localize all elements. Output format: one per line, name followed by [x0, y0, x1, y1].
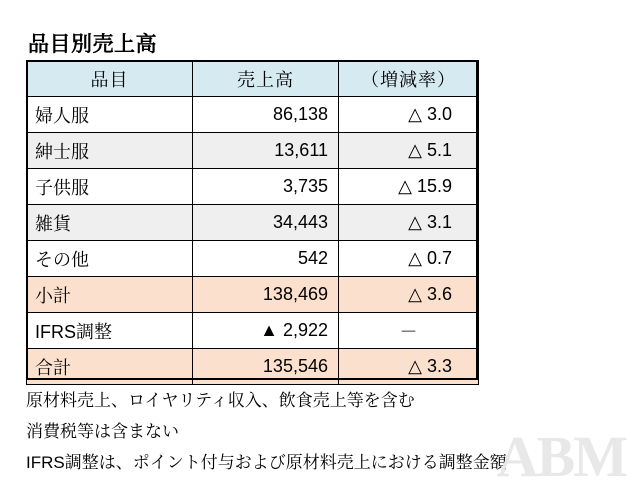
cell-sales: 135,546: [193, 349, 339, 385]
cell-item: その他: [27, 241, 193, 277]
page-title: 品目別売上高: [28, 33, 157, 56]
cell-rate: △ 3.3: [339, 349, 479, 385]
footnote-3: IFRS調整は、ポイント付与および原材料売上における調整金額: [26, 453, 507, 472]
table-row-total: [27, 349, 479, 385]
cell-item: 合計: [27, 349, 193, 385]
cell-rate: △ 3.0: [339, 97, 479, 133]
cell-rate: －: [339, 313, 479, 349]
cell-sales: 3,735: [193, 169, 339, 205]
table-row: [27, 97, 479, 133]
cell-sales: 13,611: [193, 133, 339, 169]
cell-rate: △ 15.9: [339, 169, 479, 205]
column-header-item: 品目: [27, 61, 193, 97]
cell-rate: △ 3.6: [339, 277, 479, 313]
table-row: [27, 205, 479, 241]
cell-item: 小計: [27, 277, 193, 313]
watermark-logo: ABM: [496, 424, 626, 489]
table-row: [27, 133, 479, 169]
cell-rate: △ 3.1: [339, 205, 479, 241]
footnote-1: 原材料売上、ロイヤリティ収入、飲食売上等を含む: [26, 391, 415, 410]
table-row: [27, 241, 479, 277]
table-row-subtotal: [27, 277, 479, 313]
sales-table: [26, 60, 479, 385]
cell-item: 紳士服: [27, 133, 193, 169]
table-header-row: [27, 61, 479, 97]
column-header-sales: 売上高: [193, 61, 339, 97]
cell-rate: △ 0.7: [339, 241, 479, 277]
cell-item: 子供服: [27, 169, 193, 205]
cell-rate: △ 5.1: [339, 133, 479, 169]
cell-sales: 542: [193, 241, 339, 277]
cell-sales: 34,443: [193, 205, 339, 241]
cell-item: 婦人服: [27, 97, 193, 133]
table-body: [27, 97, 479, 385]
cell-sales: 86,138: [193, 97, 339, 133]
footnote-2: 消費税等は含まない: [26, 422, 179, 441]
column-header-rate: （増減率）: [339, 61, 479, 97]
cell-item: IFRS調整: [27, 313, 193, 349]
cell-sales: 138,469: [193, 277, 339, 313]
cell-sales: ▲ 2,922: [193, 313, 339, 349]
table-row: [27, 169, 479, 205]
table-row-adjustment: [27, 313, 479, 349]
cell-item: 雑貨: [27, 205, 193, 241]
